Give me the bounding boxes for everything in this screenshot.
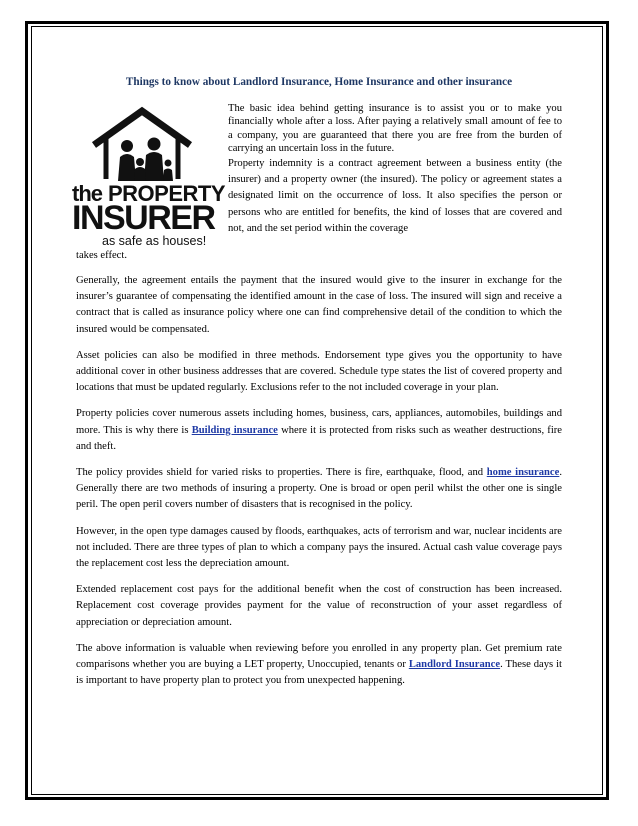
text-segment: where it is protected from risks such as weather destructions, fire and theft. bbox=[76, 424, 563, 452]
text-segment: . Generally there are two methods of insuring a property. One is broad or open peril whilst the other one is single peril. The open peril covers number of disasters that is recognised in the policy. bbox=[76, 467, 562, 511]
logo-text-insurer: INSURER bbox=[72, 199, 215, 237]
intro-paragraph-2: Property indemnity is a contract agreement between a business entity (the insurer) and a property owner (the insured). The policy or agreement states a designated limit on the occurrence of loss. It also specifies the person or persons who are entitled for benefits, the kind of losses that are covered and not, and the set period within the coverage bbox=[228, 157, 562, 234]
logo-text-the: the bbox=[72, 181, 102, 206]
intro-paragraph-1: The basic idea behind getting insurance is to assist you or to make you financially whole after a loss. After paying a relatively small amount of fee to a company, you are guaranteed that there you are free from the burden of carrying an uncertain loss in the future. bbox=[228, 103, 562, 155]
property-insurer-logo bbox=[72, 105, 226, 248]
document-title: Things to know about Landlord Insurance, Home Insurance and other insurance bbox=[125, 76, 513, 88]
text-segment: The policy provides shield for varied risks to properties. There is fire, earthquake, flood, and bbox=[76, 467, 487, 479]
paragraph-extended-replacement: Extended replacement cost pays for the additional benefit when the cost of construction has been increased. Replacement cost coverage provides payment for the value of reconstruction of your asset regardless of appreciation or depreciation amount. bbox=[76, 584, 562, 628]
building-insurance-link[interactable]: Building insurance bbox=[191, 424, 278, 436]
document-body bbox=[72, 75, 563, 699]
text-segment: The above information is valuable when reviewing before you enrolled in any property plan. Get premium rate comparisons whether you are buying a LET property, Unoccupied, tenants or bbox=[76, 642, 562, 671]
paragraph-conclusion bbox=[76, 641, 562, 690]
paragraph-open-type: However, in the open type damages caused by floods, earthquakes, acts of terrorism and war, nuclear incidents are not included. There are three types of plan to which a company pays the insured. Actual cash value coverage pays the replacement cost less the depreciation amount. bbox=[76, 525, 562, 570]
paragraph-policy-shield bbox=[76, 465, 562, 514]
logo-text-property: PROPERTY bbox=[108, 181, 226, 206]
intro-section bbox=[72, 102, 562, 248]
paragraph-agreement: Generally, the agreement entails the payment that the insured would give to the insurer in exchange for the insurer’s guarantee of compensating the identified amount in the case of loss. The insured will sign and receive a contract that is called as insurance policy where one can find comprehensive detail of the condition to which the insured would be compensated. bbox=[76, 275, 562, 335]
home-insurance-link[interactable]: home insurance bbox=[486, 467, 560, 479]
landlord-insurance-link[interactable]: Landlord Insurance bbox=[408, 659, 501, 671]
logo-tagline: as safe as houses! bbox=[102, 234, 207, 248]
paragraph-asset-policies: Asset policies can also be modified in three methods. Endorsement type gives you the opportunity to have additional cover in other business addresses that are covered. Schedule type states the list of covered property and locations that must be updated regularly. Exclusions refer to the not included coverage in your plan. bbox=[76, 349, 562, 394]
intro-paragraph-2-tail: takes effect. bbox=[76, 250, 127, 261]
paragraph-property-policies bbox=[76, 406, 562, 455]
house-family-icon bbox=[72, 105, 220, 183]
text-segment: . These days it is important to have property plan to protect you from unexpected happening. bbox=[76, 659, 562, 687]
text-segment: Property policies cover numerous assets including homes, business, cars, appliances, automobiles, buildings and more. This is why there is bbox=[76, 408, 562, 436]
